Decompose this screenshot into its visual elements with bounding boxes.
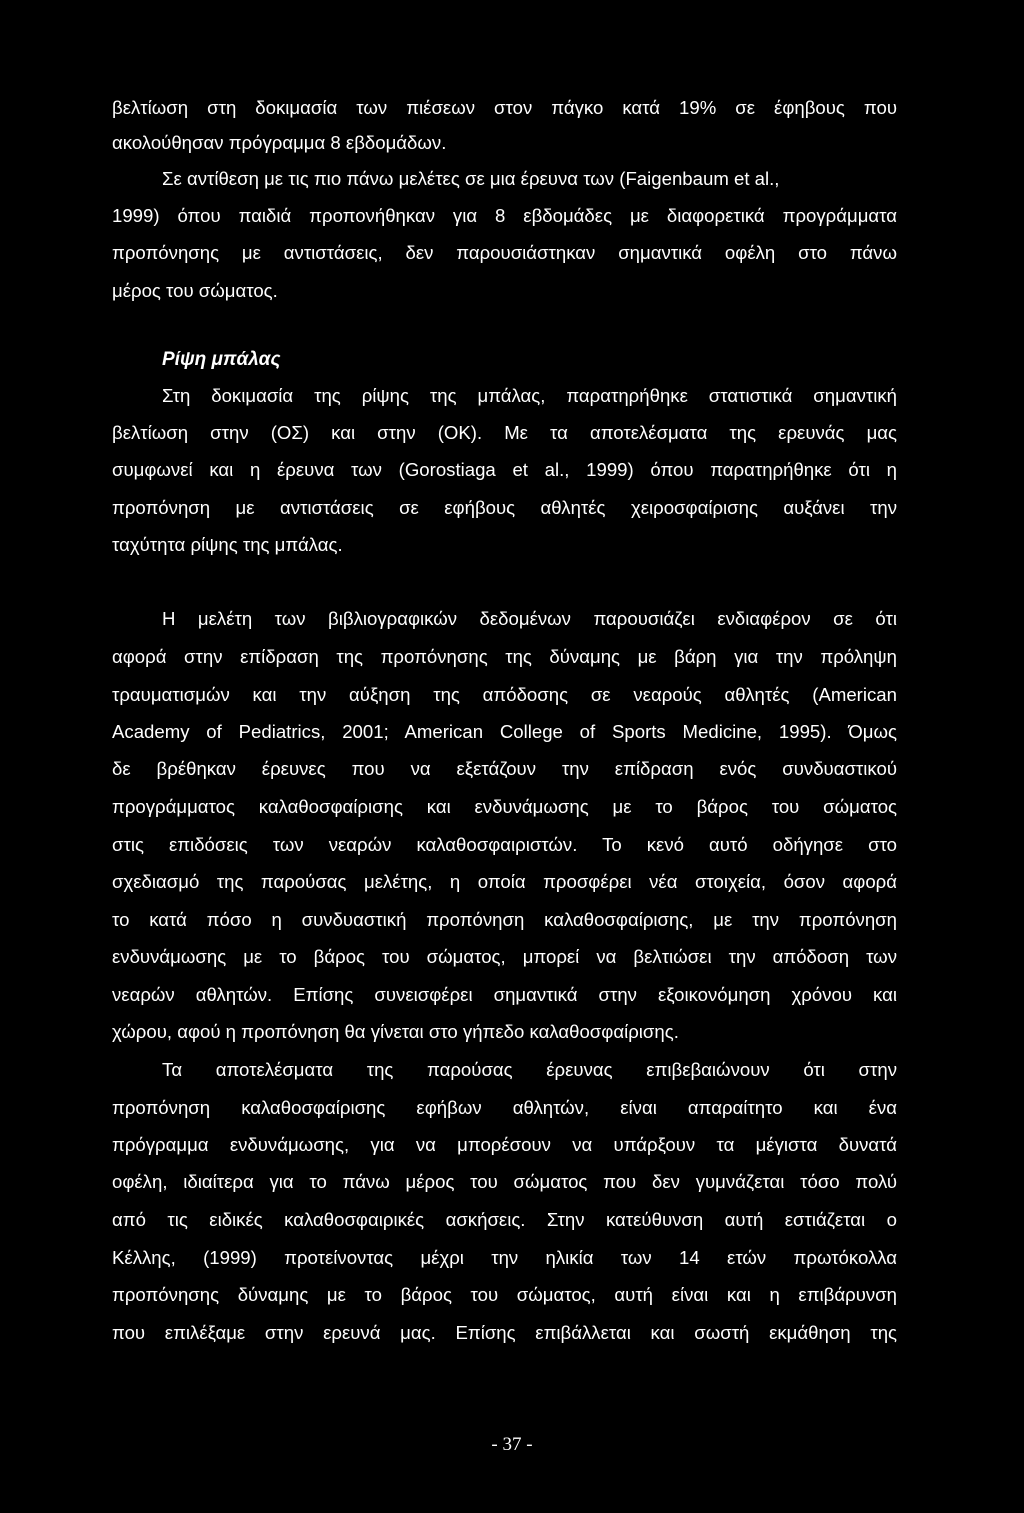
text-line: προπόνηση καλαθοσφαίρισης εφήβων αθλητών, είναι απαραίτητο και ένα [112, 1097, 897, 1118]
text-line: προπόνηση με αντιστάσεις σε εφήβους αθλητές χειροσφαίρισης αυξάνει την [112, 497, 897, 518]
text-line: 1999) όπου παιδιά προπονήθηκαν για 8 εβδομάδες με διαφορετικά προγράμματα [112, 205, 897, 226]
text-line: Τα αποτελέσματα της παρούσας έρευνας επιβεβαιώνουν ότι στην [162, 1059, 897, 1080]
text-line: βελτίωση στη δοκιμασία των πιέσεων στον πάγκο κατά 19% σε έφηβους που [112, 97, 897, 118]
text-line: αφορά στην επίδραση της προπόνησης της δύναμης με βάρη για την πρόληψη [112, 646, 897, 667]
text-line: Η μελέτη των βιβλιογραφικών δεδομένων παρουσιάζει ενδιαφέρον σε ότι [162, 608, 897, 629]
text-line: οφέλη, ιδιαίτερα για το πάνω μέρος του σώματος που δεν γυμνάζεται τόσο πολύ [112, 1171, 897, 1192]
text-line: σχεδιασμό της παρούσας μελέτης, η οποία προσφέρει νέα στοιχεία, όσον αφορά [112, 871, 897, 892]
text-line: πρόγραμμα ενδυνάμωσης, για να μπορέσουν να υπάρξουν τα μέγιστα δυνατά [112, 1134, 897, 1155]
section-heading: Ρίψη μπάλας [162, 349, 281, 370]
text-line: προπόνησης δύναμης με το βάρος του σώματος, αυτή είναι και η επιβάρυνση [112, 1284, 897, 1305]
text-line: στις επιδόσεις των νεαρών καλαθοσφαιριστών. Το κενό αυτό οδήγησε στο [112, 834, 897, 855]
text-line: Κέλλης, (1999) προτείνοντας μέχρι την ηλικία των 14 ετών πρωτόκολλα [112, 1247, 897, 1268]
text-line: από τις ειδικές καλαθοσφαιρικές ασκήσεις. Στην κατεύθυνση αυτή εστιάζεται ο [112, 1209, 897, 1230]
text-line: Academy of Pediatrics, 2001; American College of Sports Medicine, 1995). Όμως [112, 721, 897, 742]
text-line: ταχύτητα ρίψης της μπάλας. [112, 534, 343, 555]
text-line: μέρος του σώματος. [112, 280, 278, 301]
text-line: προπόνησης με αντιστάσεις, δεν παρουσιάστηκαν σημαντικά οφέλη στο πάνω [112, 242, 897, 263]
text-line: Σε αντίθεση με τις πιο πάνω μελέτες σε μια έρευνα των (Faigenbaum et al., [162, 168, 780, 189]
text-line: βελτίωση στην (ΟΣ) και στην (ΟΚ). Με τα αποτελέσματα της ερευνάς μας [112, 422, 897, 443]
text-line: προγράμματος καλαθοσφαίρισης και ενδυνάμωσης με το βάρος του σώματος [112, 796, 897, 817]
text-line: χώρου, αφού η προπόνηση θα γίνεται στο γήπεδο καλαθοσφαίρισης. [112, 1021, 679, 1042]
text-line: Στη δοκιμασία της ρίψης της μπάλας, παρατηρήθηκε στατιστικά σημαντική [162, 385, 897, 406]
text-line: ενδυνάμωσης με το βάρος του σώματος, μπορεί να βελτιώσει την απόδοση των [112, 946, 897, 967]
text-line: νεαρών αθλητών. Επίσης συνεισφέρει σημαντικά στην εξοικονόμηση χρόνου και [112, 984, 897, 1005]
text-line: τραυματισμών και την αύξηση της απόδοσης σε νεαρούς αθλητές (American [112, 684, 897, 705]
text-line: ακολούθησαν πρόγραμμα 8 εβδομάδων. [112, 132, 447, 153]
text-line: δε βρέθηκαν έρευνες που να εξετάζουν την επίδραση ενός συνδυαστικού [112, 758, 897, 779]
page-number: - 37 - [491, 1434, 533, 1455]
text-line: που επιλέξαμε στην ερευνά μας. Επίσης επιβάλλεται και σωστή εκμάθηση της [112, 1322, 897, 1343]
text-line: το κατά πόσο η συνδυαστική προπόνηση καλαθοσφαίρισης, με την προπόνηση [112, 909, 897, 930]
text-line: συμφωνεί και η έρευνα των (Gorostiaga et al., 1999) όπου παρατηρήθηκε ότι η [112, 459, 897, 480]
